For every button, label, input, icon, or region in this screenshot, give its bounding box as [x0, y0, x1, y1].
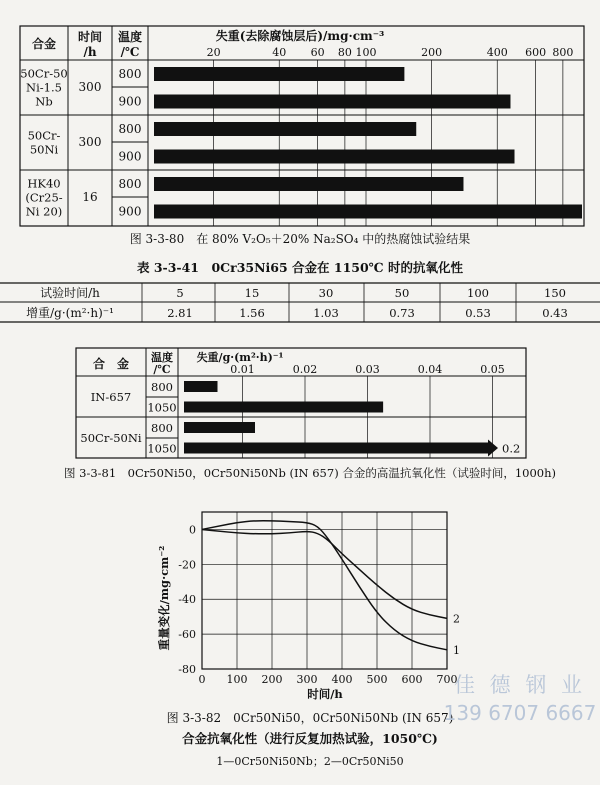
fig82-x-tick-label: 500 [366, 673, 388, 686]
fig82-x-tick-label: 700 [436, 673, 458, 686]
table41-row1-label: 试验时间/h [40, 286, 100, 300]
fig80-alloy-name: 50Cr- [27, 128, 61, 143]
fig82-caption-line3: 1—0Cr50Ni50Nb；2—0Cr50Ni50 [216, 755, 404, 768]
fig80-bars [154, 67, 582, 219]
fig80-header-temp: 温度 [117, 30, 143, 44]
fig82-y-tick-label: -60 [178, 628, 196, 642]
fig80-bar [154, 122, 416, 136]
fig82-x-tick-label: 600 [401, 673, 423, 686]
table41-gain-cell: 0.73 [389, 306, 415, 320]
fig82-y-tick-label: 0 [189, 523, 196, 537]
fig82-caption-line2: 合金抗氧化性（进行反复加热试验，1050℃) [182, 731, 438, 746]
fig80-scale-title: 失重(去除腐蚀层后)/mg·cm⁻³ [215, 29, 385, 43]
fig81-tick-label: 0.05 [480, 363, 505, 376]
fig82-x-tick-label: 400 [331, 673, 353, 686]
fig81-tick-label: 0.04 [417, 363, 443, 376]
table41-gain-cell: 1.03 [313, 306, 339, 320]
fig80-temp: 800 [118, 177, 142, 191]
fig80-header-alloy: 合金 [31, 37, 57, 51]
fig81-tick-label: 0.03 [355, 363, 380, 376]
fig82-xlabel: 时间/h [307, 687, 343, 701]
fig82-grid [202, 512, 447, 669]
fig81-bar [184, 381, 218, 392]
fig80-header-temp-unit: /℃ [120, 45, 140, 59]
fig82-series-line [202, 521, 447, 650]
fig81-alloy-name: IN-657 [90, 390, 132, 404]
fig80-tick-label: 100 [355, 46, 377, 59]
fig81-bar [184, 422, 255, 433]
fig81-temp: 800 [151, 421, 173, 435]
fig80-bar [154, 150, 515, 164]
high-temp-oxidation-figure [64, 348, 556, 480]
fig82-series-label: 2 [453, 612, 460, 626]
fig81-scale-title: 失重/g·(m²·h)⁻¹ [196, 351, 284, 364]
fig80-time: 300 [78, 135, 102, 149]
table41-gain-cell: 1.56 [239, 306, 265, 320]
fig81-header-alloy: 合 金 [92, 357, 130, 371]
fig82-x-tick-label: 300 [296, 673, 318, 686]
fig80-alloy-name: Ni 20) [25, 204, 63, 219]
fig80-header-time-unit: /h [83, 45, 97, 59]
table41-time-cell: 50 [394, 286, 410, 300]
fig82-y-tick-label: -20 [178, 558, 196, 572]
fig80-time: 16 [82, 190, 98, 204]
fig81-bar-arrow-icon [488, 440, 498, 457]
fig82-y-tick-label: -40 [178, 593, 196, 607]
fig82-plot-frame [202, 512, 447, 669]
fig80-temp: 800 [118, 122, 142, 136]
hot-corrosion-figure [20, 26, 584, 246]
watermark [444, 673, 597, 725]
fig81-bar [184, 443, 488, 454]
table41-gain-cell: 0.43 [542, 306, 568, 320]
fig80-alloy-name: (Cr25- [25, 190, 63, 205]
table41-time-cell: 30 [318, 286, 334, 300]
watermark-line1: 佳 德 钢 业 [453, 673, 587, 697]
fig81-temp: 1050 [147, 441, 177, 456]
table41-time-cell: 100 [467, 286, 489, 300]
cyclic-oxidation-chart [157, 512, 460, 768]
fig81-bar [184, 402, 383, 413]
fig80-bar [154, 205, 582, 219]
fig82-series-label: 1 [453, 643, 460, 657]
table41-time-cell: 15 [244, 286, 260, 300]
fig80-tick-label: 400 [486, 46, 508, 59]
fig81-tick-label: 0.02 [292, 363, 318, 376]
fig80-time: 300 [78, 80, 102, 94]
oxidation-table [0, 260, 600, 322]
fig80-tick-label: 20 [206, 46, 221, 59]
fig80-bar [154, 67, 404, 81]
fig80-header-time: 时间 [77, 30, 103, 44]
table41-gain-cell: 2.81 [167, 306, 193, 320]
fig80-alloy-name: HK40 [27, 176, 61, 191]
fig80-alloy-name: Ni-1.5 [26, 80, 62, 95]
fig82-series-line [202, 529, 447, 618]
fig82-ylabel: 重量变化/mg·cm⁻² [157, 545, 171, 651]
fig82-y-tick-label: -80 [178, 663, 196, 676]
table41-time-cell: 5 [176, 286, 184, 300]
fig81-temp: 1050 [147, 400, 177, 415]
fig81-caption: 图 3-3-81 0Cr50Ni50，0Cr50Ni50Nb (IN 657) 合金的高温抗氧化性（试验时间，1000h) [63, 466, 557, 480]
fig80-alloy-name: Nb [35, 94, 53, 109]
fig80-tick-label: 600 [525, 46, 547, 59]
fig82-caption-line1: 图 3-3-82 0Cr50Ni50，0Cr50Ni50Nb (IN 657) [166, 711, 454, 725]
fig82-x-tick-label: 100 [226, 673, 248, 686]
table41-gain-cell: 0.53 [465, 306, 491, 320]
fig80-temp: 900 [118, 149, 142, 164]
table41-row2-label: 增重/g·(m²·h)⁻¹ [26, 306, 114, 320]
fig80-temp: 900 [118, 204, 142, 219]
fig80-tick-label: 60 [310, 46, 325, 59]
fig80-tick-label: 40 [272, 46, 287, 59]
fig80-temp: 800 [118, 67, 142, 81]
table41-title: 表 3-3-41 0Cr35Ni65 合金在 1150℃ 时的抗氧化性 [136, 260, 464, 275]
fig82-ticks [178, 523, 457, 686]
fig80-tick-label: 800 [552, 46, 574, 59]
fig81-tick-label: 0.01 [230, 363, 255, 376]
fig82-x-tick-label: 200 [261, 673, 283, 686]
fig80-caption: 图 3-3-80 在 80% V₂O₅＋20% Na₂SO₄ 中的热腐蚀试验结果 [129, 232, 471, 246]
watermark-line2: 139 6707 6667 [443, 701, 597, 725]
fig80-tick-label: 200 [421, 46, 443, 59]
fig80-alloy-name: 50Cr-50 [20, 66, 68, 81]
fig81-temp: 800 [151, 380, 173, 394]
table41-time-cell: 150 [544, 286, 566, 300]
fig80-bar [154, 95, 510, 109]
fig80-temp: 900 [118, 94, 142, 109]
fig81-header-temp-unit: /℃ [153, 363, 171, 376]
fig81-alloy-name: 50Cr-50Ni [80, 431, 142, 445]
fig80-alloy-name: 50Ni [29, 142, 59, 157]
fig80-bar [154, 177, 463, 191]
fig80-tick-label: 80 [337, 46, 352, 59]
fig81-bar-label: 0.2 [502, 441, 521, 456]
fig81-header-temp: 温度 [151, 351, 173, 364]
fig82-x-tick-label: 0 [198, 673, 206, 686]
fig82-series [202, 521, 460, 657]
